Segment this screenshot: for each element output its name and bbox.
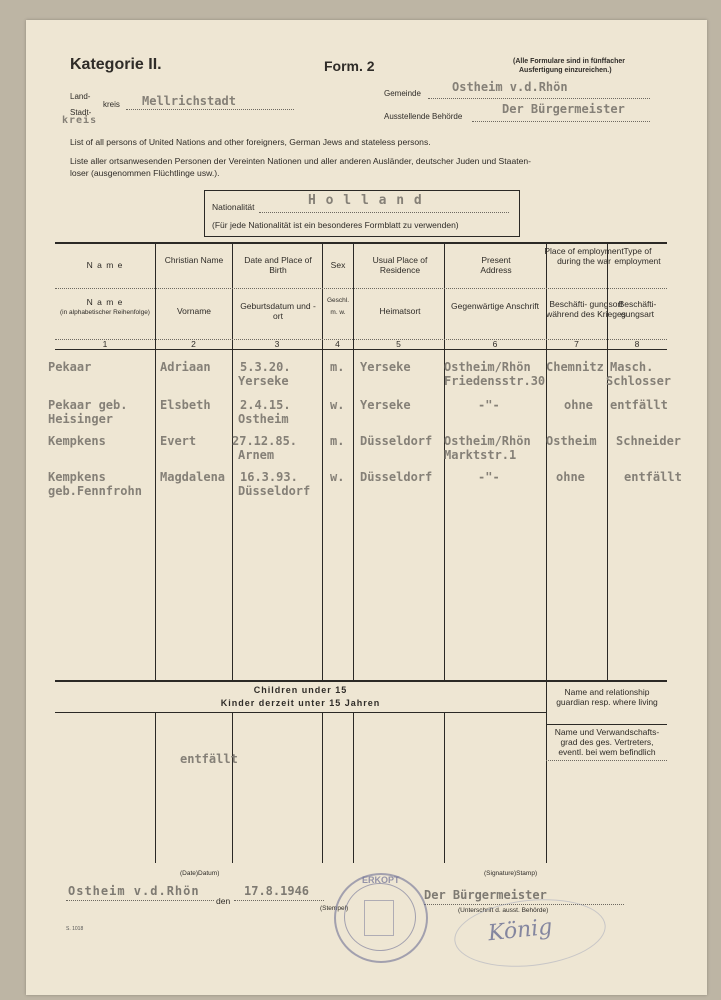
kategorie-heading: Kategorie II. [70,56,162,73]
guardian-de: Name und Verwandschafts- grad des ges. Vertreters, eventl. bei wem befindlich [554,727,660,757]
row1-employment-type-line1: Masch. [610,360,654,374]
col-christian-de: Vorname [176,306,212,316]
row2-birth-place: Ostheim [238,412,289,426]
col-employment-place-de: Beschäfti- gungsort während des Krieges [546,299,626,319]
row1-vorname: Adriaan [160,360,211,374]
row3-name: Kempkens [48,434,106,448]
col-num-6: 6 [492,339,498,349]
col-num-4: 4 [335,339,340,349]
col-birth-en: Date and Place of Birth [244,255,312,275]
row1-employment-type-line2: Schlosser [606,374,672,388]
row3-birth-date: 27.12.85. [232,434,298,448]
row2-sex: w. [330,398,345,412]
intro-english: List of all persons of United Nations and other foreigners, German Jews and stateless persons. [70,137,431,147]
row2-employment-place: ohne [564,398,593,412]
col-num-3: 3 [274,339,280,349]
col-employment-type-de: Beschäfti- gungsart [618,299,657,319]
col-num-8: 8 [634,339,640,349]
intro-german-line2: loser (ausgenommen Flüchtlinge usw.). [70,168,220,178]
col-num-5: 5 [396,339,401,349]
row2-address: -"- [478,398,500,412]
form-number: Form. 2 [324,58,375,74]
row4-name: Kempkens [48,470,106,484]
row4-employment-type: entfällt [624,470,682,484]
row3-employment-place: Ostheim [546,434,597,448]
copies-note-line2: Ausfertigung einzureichen.) [519,67,612,74]
form-code: S. 1018 [66,926,84,932]
col-num-2: 2 [191,339,196,349]
row2-name: Pekaar geb. [48,398,128,412]
row2-birth-date: 2.4.15. [240,398,291,412]
nationality-label: Nationalität [212,202,255,212]
row3-birth-place: Arnem [238,448,275,462]
behoerde-value: Der Bürgermeister [502,102,625,116]
row1-birth-place: Yerseke [238,374,289,388]
footer-date: 17.8.1946 [244,884,310,898]
row1-sex: m. [330,360,345,374]
row2-name-line2: Heisinger [48,412,114,426]
col-sex-en: Sex [330,260,346,270]
col-name-de-note: (in alphabetischer Reihenfolge) [60,309,150,316]
col-christian-en: Christian Name [164,255,224,265]
unterschrift-label: (Unterschrift d. ausst. Behörde) [458,907,549,914]
row3-sex: m. [330,434,345,448]
row1-residence: Yerseke [360,360,411,374]
footer-place: Ostheim v.d.Rhön [68,884,200,898]
behoerde-label: Ausstellende Behörde [384,112,463,121]
row3-residence: Düsseldorf [360,434,433,448]
signature: König [486,914,554,947]
kreis-label: kreis [103,100,120,109]
col-sex-de: Geschl. m. w. [326,297,350,316]
land-label: Land- [70,92,91,101]
row3-address-line2: Marktstr.1 [444,448,517,462]
row3-vorname: Evert [160,434,197,448]
col-residence-en: Usual Place of Residence [372,255,428,275]
row4-birth-place: Düsseldorf [238,484,311,498]
row1-address-line1: Ostheim/Rhön [444,360,531,374]
stempel-label: (Stempel) [320,905,349,912]
footer-signer: Der Bürgermeister [424,888,547,902]
children-title-en: Children under 15 [253,685,348,695]
col-employment-type-en: Type of employment [614,246,661,266]
stamp-emblem-icon [364,900,394,936]
date-label: (Date)Datum) [180,870,220,877]
row3-address-line1: Ostheim/Rhön [444,434,531,448]
stadt-struck: kreis [62,115,98,126]
row1-address-line2: Friedensstr.30 [444,374,546,388]
signature-label: (Signature)Stamp) [484,870,538,877]
col-num-7: 7 [574,339,579,349]
row2-employment-type: entfällt [610,398,668,412]
stadt-label: Stadt- [70,108,92,117]
row4-vorname: Magdalena [160,470,226,484]
stamp-text: ERKOPT [362,875,400,885]
copies-note-line1: (Alle Formulare sind in fünffacher [513,58,626,65]
children-title-de: Kinder derzeit unter 15 Jahren [220,698,381,708]
gemeinde-label: Gemeinde [384,89,421,98]
nationality-value: H o l l a n d [308,193,423,208]
kreis-value: Mellrichstadt [142,94,236,108]
col-address-en: Present Address [480,255,512,275]
row1-employment-place: Chemnitz [546,360,604,374]
nationality-note: (Für jede Nationalität ist ein besonderes Formblatt zu verwenden) [212,220,459,230]
row2-residence: Yerseke [360,398,411,412]
col-num-1: 1 [102,339,108,349]
col-residence-de: Heimatsort [379,306,421,316]
col-employment-place-en: Place of employment during the war [544,246,624,266]
children-value: entfällt [180,752,238,766]
col-birth-de: Geburtsdatum und -ort [240,301,316,321]
row1-name: Pekaar [48,360,92,374]
row4-employment-place: ohne [556,470,585,484]
footer-den: den [216,896,231,906]
col-name-de: N a m e [86,297,124,307]
row4-name-line2: geb.Fennfrohn [48,484,142,498]
row3-employment-type: Schneider [616,434,682,448]
gemeinde-value: Ostheim v.d.Rhön [452,80,568,94]
row2-vorname: Elsbeth [160,398,211,412]
col-address-de: Gegenwärtige Anschrift [451,301,539,311]
row1-birth-date: 5.3.20. [240,360,291,374]
row4-residence: Düsseldorf [360,470,433,484]
intro-german-line1: Liste aller ortsanwesenden Personen der Vereinten Nationen und aller anderen Ausländer, deutscher Juden und Staaten- [70,156,532,166]
form-sheet [26,20,707,995]
row4-birth-date: 16.3.93. [240,470,298,484]
row4-sex: w. [330,470,345,484]
row4-address: -"- [478,470,500,484]
col-name-en: N a m e [86,260,124,270]
guardian-en: Name and relationship guardian resp. where living [556,687,658,707]
